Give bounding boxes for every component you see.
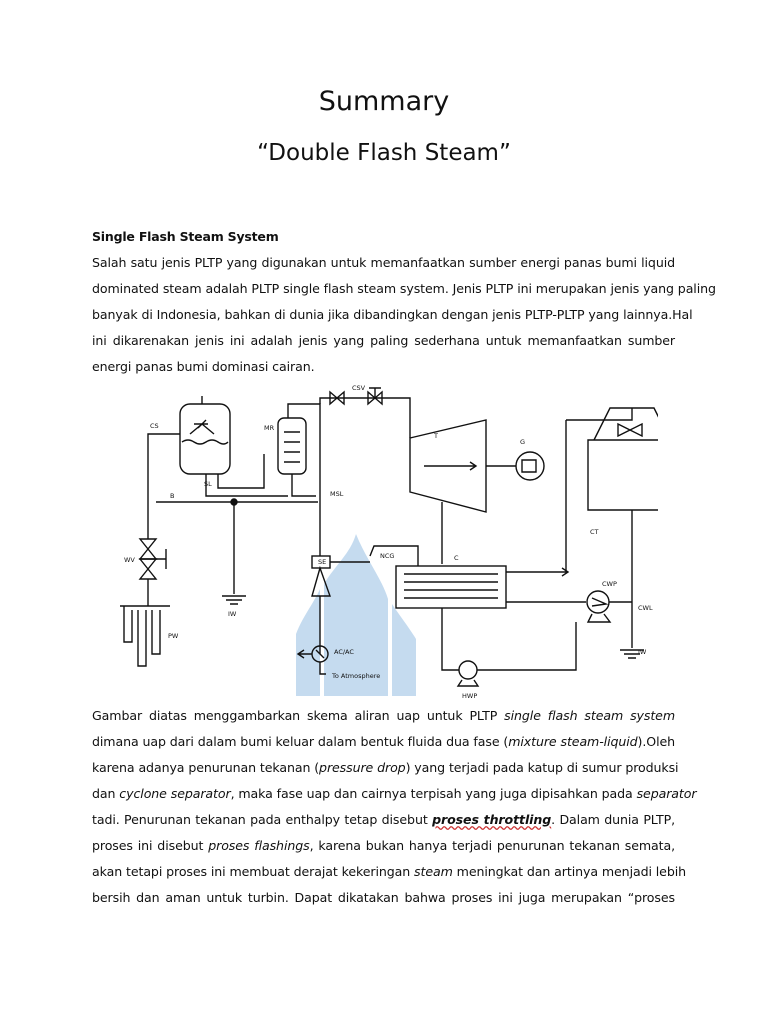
label-pw: PW [168, 632, 179, 640]
wellhead-valve [140, 539, 156, 559]
paragraph-line: dan cyclone separator, maka fase uap dan cairnya terpisah yang juga dipisahkan pada separator [92, 786, 697, 801]
paragraph-line: dominated steam adalah PLTP single flash steam system. Jenis PLTP ini merupakan jenis yang paling [92, 281, 716, 296]
label-iw-left: IW [228, 610, 237, 618]
single-flash-steam-diagram [98, 384, 658, 702]
label-b: B [170, 492, 175, 500]
label-wv: WV [124, 556, 135, 564]
label-to-atmosphere: To Atmosphere [332, 672, 381, 680]
paragraph-line: akan tetapi proses ini membuat derajat kekeringan steam meningkat dan artinya menjadi lebih [92, 864, 687, 879]
paragraph-line: ini dikarenakan jenis ini adalah jenis yang paling sederhana untuk memanfaatkan sumber [92, 333, 675, 348]
label-se: SE [318, 558, 327, 566]
label-hwp: HWP [462, 692, 478, 700]
label-t: T [434, 432, 438, 440]
page-subtitle: “Double Flash Steam” [257, 140, 511, 166]
cooling-tower [588, 440, 658, 510]
paragraph-line: proses ini disebut proses flashings, karena bukan hanya terjadi penurunan tekanan semata, [92, 838, 675, 853]
cooling-water-pump [587, 591, 609, 613]
section-heading: Single Flash Steam System [92, 229, 279, 244]
paragraph-line: karena adanya penurunan tekanan (pressure drop) yang terjadi pada katup di sumur produksi [92, 760, 679, 775]
label-acac: AC/AC [334, 648, 354, 656]
moisture-remover [278, 418, 306, 474]
label-g: G [520, 438, 526, 446]
label-iw-right: IW [638, 648, 647, 656]
label-sl: SL [204, 480, 212, 488]
label-cs: CS [150, 422, 159, 430]
label-msl: MSL [330, 490, 344, 498]
label-ct: CT [590, 528, 599, 536]
paragraph-line: tadi. Penurunan tekanan pada enthalpy tetap disebut proses throttling. Dalam dunia PLTP, [92, 812, 675, 827]
separator-tank [180, 404, 230, 474]
paragraph-line: energi panas bumi dominasi cairan. [92, 359, 315, 374]
label-cwl: CWL [638, 604, 653, 612]
paragraph-line: banyak di Indonesia, bahkan di dunia jika dibandingkan dengan jenis PLTP-PLTP yang lainnya.Hal [92, 307, 693, 322]
condenser [396, 566, 506, 608]
paragraph-explanation [92, 703, 697, 911]
hot-well-pump [459, 661, 477, 679]
paragraph-line: bersih dan aman untuk turbin. Dapat dikatakan bahwa proses ini juga merupakan “proses [92, 890, 675, 905]
paragraph-intro [92, 250, 716, 380]
label-cwp: CWP [602, 580, 617, 588]
paragraph-line: dimana uap dari dalam bumi keluar dalam bentuk fluida dua fase (mixture steam-liquid).Oleh [92, 734, 676, 749]
label-csv: CSV [352, 384, 366, 392]
page-title: Summary [318, 86, 450, 117]
paragraph-line: Gambar diatas menggambarkan skema aliran uap untuk PLTP single flash steam system [92, 708, 676, 723]
label-ncg: NCG [380, 552, 395, 560]
label-c: C [454, 554, 459, 562]
generator [516, 452, 544, 480]
paragraph-line: Salah satu jenis PLTP yang digunakan untuk memanfaatkan sumber energi panas bumi liquid [92, 255, 675, 270]
label-mr: MR [264, 424, 275, 432]
